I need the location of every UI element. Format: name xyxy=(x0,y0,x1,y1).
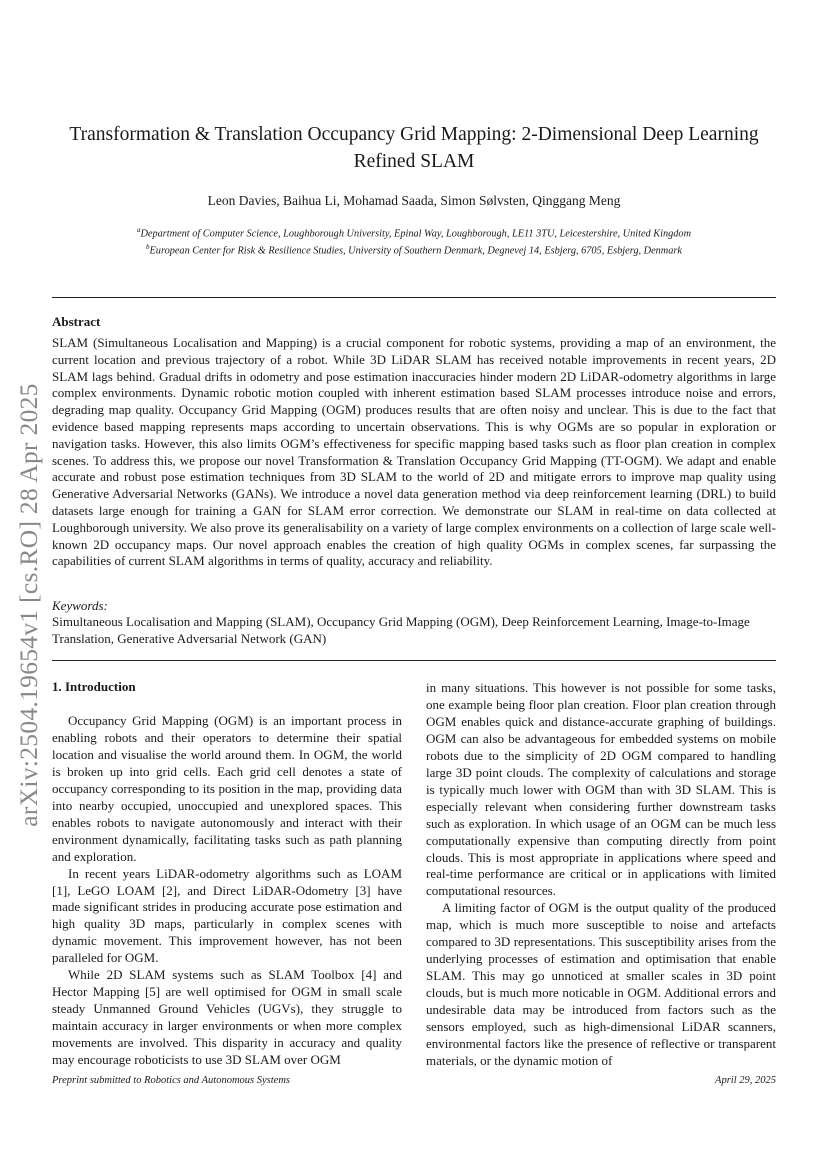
footer-journal-note: Preprint submitted to Robotics and Autonomous Systems xyxy=(52,1075,290,1086)
abstract-text: SLAM (Simultaneous Localisation and Mapping) is a crucial component for robotic systems, providing a map of an environment, the current location and previous trajectory of a robot. While 3D LiDAR SLAM has received notable improvements in recent years, 2D SLAM lags behind. Gradual drifts in odometry and pose estimation inaccuracies hinder modern 2D LiDAR-odometry algorithms in large complex environments. Dynamic robotic motion coupled with inherent estimation based SLAM processes introduce noise and errors, degrading map quality. Occupancy Grid Mapping (OGM) produces results that are often noisy and unclear. This is due to the fact that evidence based mapping represents maps according to uncertain observations. This is why OGMs are so popular in exploration or navigation tasks. However, this also limits OGM’s effectiveness for specific mapping based tasks such as floor plan creation in complex scenes. To address this, we propose our novel Transformation & Translation Occupancy Grid Mapping (TT-OGM). We adapt and enable accurate and robust pose estimation techniques from 3D SLAM to the world of 2D and mitigate errors to improve map quality using Generative Adversarial Networks (GANs). We introduce a novel data generation method via deep reinforcement learning (DRL) to build datasets large enough for training a GAN for SLAM error correction. We demonstrate our SLAM in real-time on data collected at Loughborough university. We also prove its generalisability on a variety of large complex environments on a collection of large scale well-known 2D occupancy maps. Our novel approach enables the creation of high quality OGMs in complex scenes, far surpassing the capabilities of current SLAM algorithms in terms of quality, accuracy and reliability. xyxy=(52,335,776,569)
paper-title xyxy=(52,121,776,175)
arxiv-stamp xyxy=(8,355,50,855)
right-column xyxy=(426,680,776,1070)
arxiv-identifier: arXiv:2504.19654v1 [cs.RO] 28 Apr 2025 xyxy=(14,383,43,827)
paragraph: A limiting factor of OGM is the output quality of the produced map, which is much more susceptible to noise and artefacts compared to 3D representations. This susceptibility arises from the underlying processes of estimation and optimisation that enable SLAM. This may go unnoticed at smaller scales in 3D point clouds, but is much more noticable in OGM. Additional errors and undesirable data may be introduced from factors such as the sensors employed, such as high-dimensional LiDAR scanners, environmental factors like the presence of reflective or transparent materials, or the dynamic motion of xyxy=(426,900,776,1068)
title-line-1: Transformation & Translation Occupancy Grid Mapping: 2-Dimensional Deep Learning xyxy=(69,124,759,145)
footer-date: April 29, 2025 xyxy=(715,1075,776,1086)
paragraph: In recent years LiDAR-odometry algorithms such as LOAM [1], LeGO LOAM [2], and Direct LiDAR-Odometry [3] have made significant strides in producing accurate pose estimation and high quality 3D maps, particularly in complex scenes with dynamic movement. This improvement however, has not been paralleled for OGM. xyxy=(52,865,402,966)
abstract-heading: Abstract xyxy=(52,314,101,329)
bottom-divider xyxy=(52,660,776,661)
affiliation-text: Department of Computer Science, Loughborough University, Epinal Way, Loughborough, LE11 3TU, Leicestershire, United Kingdom xyxy=(140,228,692,240)
left-column xyxy=(52,713,402,1069)
affiliation-b xyxy=(52,241,776,258)
paragraph: in many situations. This however is not possible for some tasks, one example being floor plan creation. Floor plan creation through OGM enables quick and distance-accurate graphing of buildings. OGM can also be advantageous for embedded systems on mobile robots due to the simplicity of 2D OGM compared to handling large 3D point clouds. The complexity of calculations and storage is typically much lower with OGM than with 3D SLAM. This is especially relevant when considering further downstream tasks such as exploration. In which usage of an OGM can be much less computationally expensive than computing directly from point clouds. This is most appropriate in applications where speed and real-time performance are critical or in applications with limited computational resources. xyxy=(426,680,776,899)
affiliation-mark: b xyxy=(146,242,150,251)
keywords-text: Simultaneous Localisation and Mapping (SLAM), Occupancy Grid Mapping (OGM), Deep Reinforcement Learning, Image-to-Image Translation, Generative Adversarial Network (GAN) xyxy=(52,614,750,646)
affiliation-mark: a xyxy=(136,226,141,234)
keywords-heading: Keywords: xyxy=(52,598,108,613)
title-line-2: Refined SLAM xyxy=(353,151,475,172)
affiliations xyxy=(52,224,776,258)
paragraph: Occupancy Grid Mapping (OGM) is an important process in enabling robots and their operators to determine their spatial location and visualise the world around them. In OGM, the world is broken up into grid cells. Each grid cell denotes a state of occupancy corresponding to its position in the map, providing data into nearby occupied, unoccupied and unexplored spaces. This enables robots to navigate autonomously and interact with their environment dynamically, facilitating tasks such as path planning and exploration. xyxy=(52,713,402,864)
section-heading: 1. Introduction xyxy=(52,679,136,694)
paragraph: While 2D SLAM systems such as SLAM Toolbox [4] and Hector Mapping [5] are well optimised for OGM in small scale steady Unmanned Ground Vehicles (UGVs), they struggle to maintain accuracy in larger environments or when more complex movements are involved. This disparity in accuracy and quality may encourage roboticists to use 3D SLAM over OGM xyxy=(52,967,402,1068)
author-list: Leon Davies, Baihua Li, Mohamad Saada, Simon Sølvsten, Qinggang Meng xyxy=(207,193,621,208)
affiliation-text: European Center for Risk & Resilience Studies, University of Southern Denmark, Degnevej 14, Esbjerg, 6705, Esbjerg, Denmark xyxy=(149,245,682,257)
top-divider xyxy=(52,297,776,298)
affiliation-a xyxy=(52,224,776,241)
